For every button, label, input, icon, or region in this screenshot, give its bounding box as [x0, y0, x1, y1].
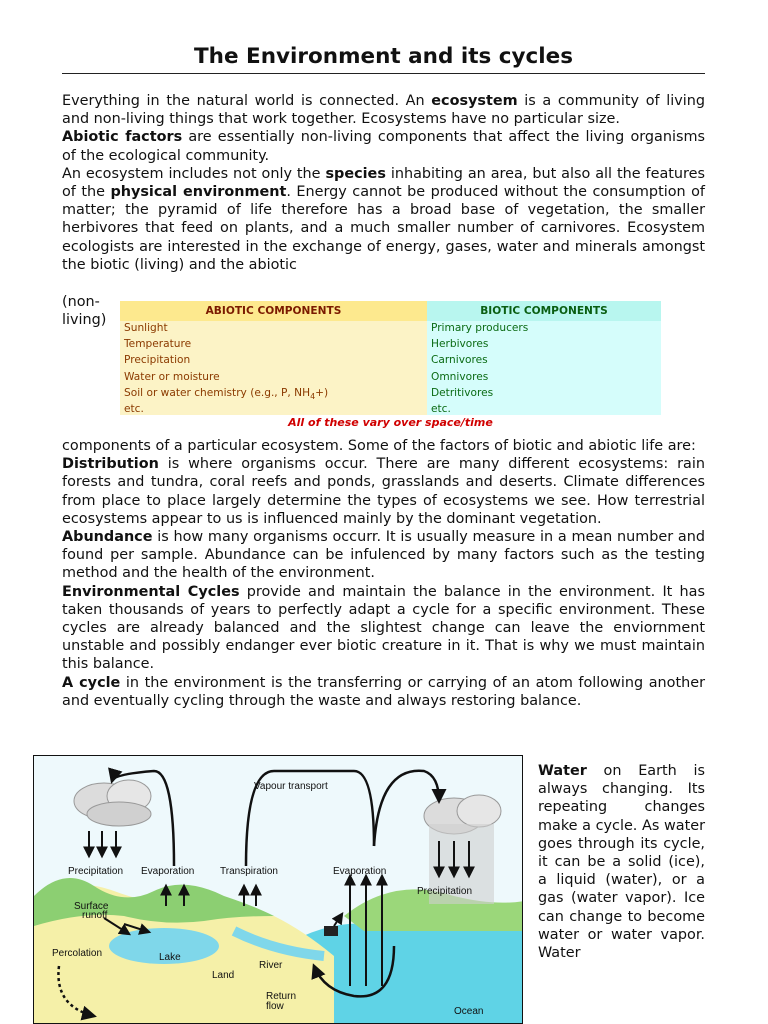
- label-ocean: Ocean: [454, 1006, 484, 1017]
- biotic-list: [431, 320, 528, 417]
- abiotic-item: Precipitation: [124, 354, 191, 367]
- label-return: Return: [266, 991, 297, 1002]
- nonliving-text: (non-living): [62, 294, 107, 329]
- components-table: [120, 301, 661, 415]
- paragraph-abiotic: [62, 128, 705, 164]
- term-abundance: Abundance: [62, 529, 153, 546]
- text: are essentially non-living components that affect the living organisms of the ecological community.: [62, 129, 705, 164]
- label-evaporation-right: Evaporation: [333, 866, 387, 877]
- title-rule: [62, 73, 705, 74]
- biotic-item: etc.: [431, 402, 451, 415]
- label-vapour-transport: Vapour transport: [254, 781, 328, 792]
- label-land: Land: [212, 970, 235, 981]
- label-precipitation-right: Precipitation: [417, 886, 473, 897]
- text: in the environment is the transferring or carrying of an atom following another and eventually cycling through the waste and always restoring balance.: [62, 674, 705, 709]
- term-environmental-cycles: Environmental Cycles: [62, 583, 240, 600]
- label-runoff: runoff: [82, 910, 108, 921]
- paragraph-ecosystem: [62, 92, 705, 128]
- biotic-header: BIOTIC COMPONENTS: [427, 301, 661, 321]
- text: inhabiting an area, but also all the features of the: [62, 165, 705, 201]
- biotic-item: Primary producers: [431, 322, 529, 334]
- abiotic-item: Sunlight: [124, 322, 168, 334]
- text: Everything in the natural world is connected. An: [62, 93, 432, 109]
- text: is how many organisms occurr. It is usually measure in a mean number and found per sample. Abundance can be infulenced by many factors such as the testing method and the health of the environment.: [62, 529, 705, 582]
- term-distribution: Distribution: [62, 456, 159, 473]
- term-species: species: [325, 165, 386, 182]
- paragraph-abundance: [62, 528, 705, 583]
- paragraph-factors: components of a particular ecosystem. Some of the factors of biotic and abiotic life are:: [62, 438, 696, 454]
- term-abiotic-factors: Abiotic factors: [62, 129, 183, 146]
- water-cycle-svg: [34, 756, 523, 1024]
- biotic-item: Detritivores: [431, 386, 494, 399]
- label-lake: Lake: [159, 952, 181, 963]
- intro-text: [62, 92, 705, 274]
- text: on Earth is always changing. Its repeating changes make a cycle. As water goes through its cycle, it can be a solid (ice), a liquid (water), or a gas (water vapor). Ice can change to become water or water vapor. Water: [538, 763, 705, 962]
- label-evaporation-left: Evaporation: [141, 866, 195, 877]
- paragraph-species: [62, 165, 705, 274]
- label-surface: Surface: [74, 901, 109, 912]
- text: An ecosystem includes not only the: [62, 165, 326, 182]
- label-transpiration: Transpiration: [220, 866, 278, 877]
- label-flow: flow: [266, 1001, 284, 1012]
- abiotic-item: etc.: [124, 402, 144, 415]
- factory-icon: [324, 926, 338, 936]
- abiotic-header: ABIOTIC COMPONENTS: [120, 301, 427, 321]
- abiotic-item: Temperature: [124, 338, 192, 351]
- label-river: River: [259, 960, 283, 971]
- biotic-item: Herbivores: [431, 338, 489, 351]
- paragraph-cycles: [62, 583, 705, 674]
- label-percolation: Percolation: [52, 948, 103, 959]
- text: provide and maintain the balance in the environment. It has taken thousands of years to perfectly adapt a cycle for a specific environment. These cycles are already balanced and the slightest change can leave the enviornment unstable and possibly endanger ever biotic creature in it. That is why we must maintain this balance.: [62, 583, 705, 673]
- label-precipitation-left: Precipitation: [68, 866, 124, 877]
- abiotic-item: Soil or water chemistry (e.g., P, $NH_4+$): [124, 386, 329, 401]
- text: is a community of living and non-living things that work together. Ecosystems have no particular size.: [62, 93, 705, 128]
- water-cycle-diagram: [33, 755, 523, 1024]
- abiotic-column: [120, 301, 427, 415]
- term-ecosystem: ecosystem: [431, 93, 518, 109]
- text: . Energy cannot be produced without the consumption of matter; the pyramid of life therefore has a broad base of vegetation, the smaller herbivores that feed on plants, and a much smaller number of carnivores. Ecosystem ecologists are interested in the exchange of energy, gases, water and minerals amongst the biotic (living) and the abiotic: [62, 184, 705, 273]
- water-sidebar-text: [538, 762, 705, 962]
- biotic-item: Carnivores: [431, 354, 488, 367]
- term-water: Water: [538, 763, 587, 779]
- text: is where organisms occur. There are many different ecosystems: rain forests and tundra, coral reefs and ponds, grasslands and deserts. Climate differences from place to place largely determine the types of ecosystems we see. How terrestrial ecosystems appear to us is influenced mainly by the dominant vegetation.: [62, 456, 705, 527]
- page-title: The Environment and its cycles: [193, 44, 574, 69]
- paragraph-a-cycle: [62, 674, 705, 710]
- paragraph-distribution: [62, 455, 705, 528]
- abiotic-item: Water or moisture: [124, 370, 220, 383]
- table-caption: All of these vary over space/time: [288, 416, 493, 429]
- abiotic-list: [124, 320, 328, 417]
- term-physical-environment: physical environment: [110, 184, 287, 201]
- body-text: [62, 437, 705, 710]
- biotic-item: Omnivores: [431, 370, 489, 383]
- term-a-cycle: A cycle: [62, 674, 121, 691]
- biotic-column: [427, 301, 661, 415]
